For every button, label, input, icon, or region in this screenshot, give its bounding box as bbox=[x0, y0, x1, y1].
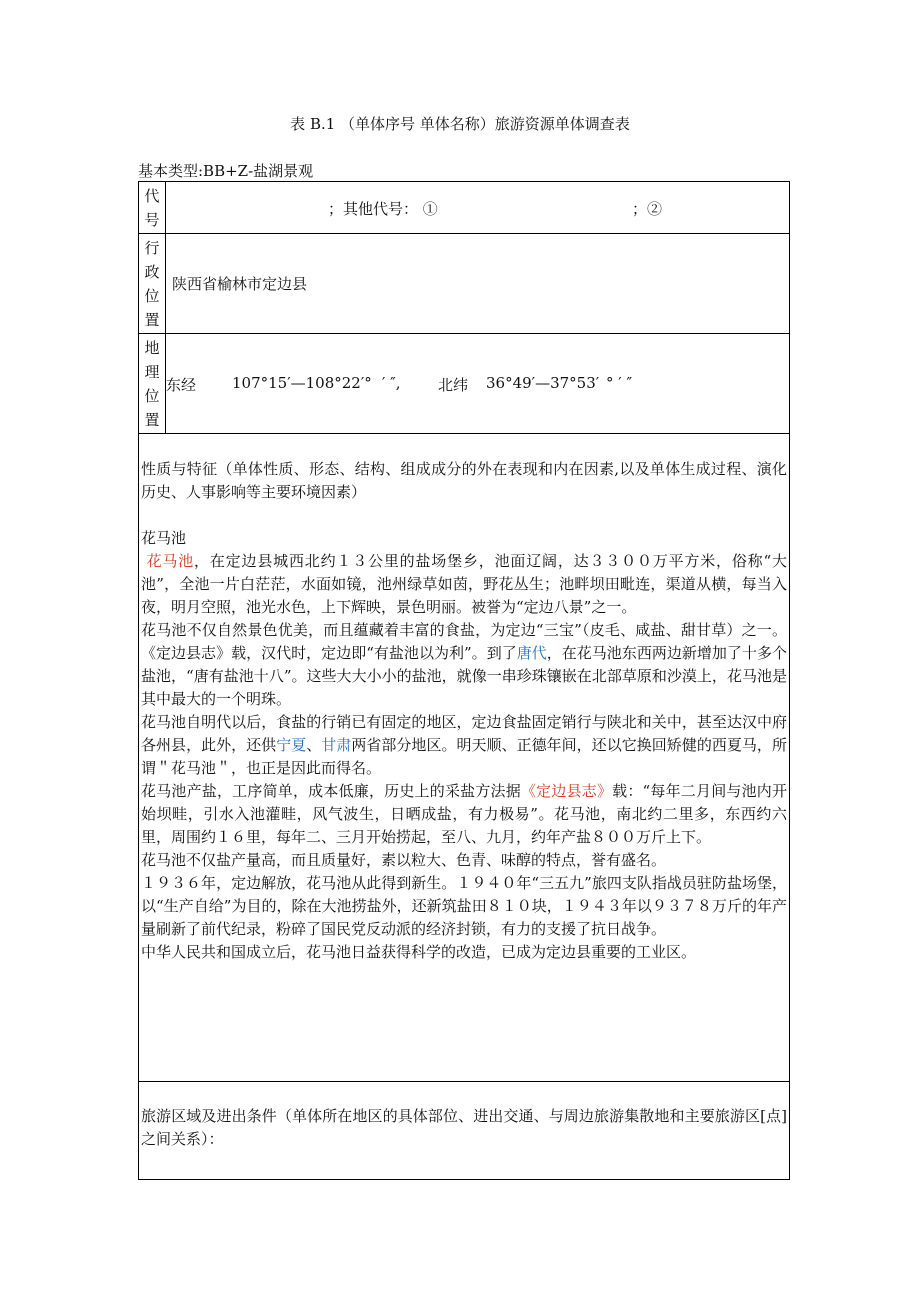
code-row bbox=[139, 182, 790, 234]
code-label: 代 号 bbox=[139, 182, 166, 234]
paragraph-6: １９３６年，定边解放，花马池从此得到新生。１９４０年“三五九”旅四支队指战员驻防盐场堡，以“生产自给”为目的，除在大池捞盐外，还新筑盐田８１０块，１９４３年以９３７８万斤的年产量刷新了前代纪录，粉碎了国民党反动派的经济封锁，有力的支援了抗日战争。 bbox=[141, 874, 787, 938]
link-tang-dynasty[interactable]: 唐代 bbox=[516, 644, 547, 662]
nature-row bbox=[139, 434, 790, 1082]
link-huamachi[interactable]: 花马池 bbox=[146, 552, 195, 570]
admin-value: 陕西省榆林市定边县 bbox=[166, 234, 790, 334]
paragraph-7: 中华人民共和国成立后，花马池日益获得科学的改造，已成为定边县重要的工业区。 bbox=[141, 943, 697, 961]
survey-table bbox=[138, 181, 790, 1180]
link-ningxia[interactable]: 宁夏 bbox=[276, 736, 307, 754]
geo-north-label: 北纬 bbox=[438, 376, 469, 394]
admin-row bbox=[139, 234, 790, 334]
other-code-2: ；② bbox=[632, 200, 663, 218]
nature-content bbox=[139, 434, 790, 1082]
region-content bbox=[139, 1082, 790, 1180]
other-code-1: ；其他代号： ① bbox=[328, 200, 438, 218]
document-title: 表 B.1 （单体序号 单体名称）旅游资源单体调查表 bbox=[290, 115, 630, 133]
link-gansu[interactable]: 甘肃 bbox=[321, 736, 352, 754]
paragraph-2: 花马池不仅自然景色优美，而且蕴藏着丰富的食盐，为定边“三宝”（皮毛、咸盐、甜甘草）之一。《定边县志》载，汉代时，定边即“有盐池以为利”。到了唐代，在花马池东西两边新增加了十多个盐池，“唐有盐池十八”。这些大大小小的盐池，就像一串珍珠镶嵌在北部草原和沙漠上，花马池是其中最大的一个明珠。 bbox=[141, 621, 787, 708]
link-dingbian-annals[interactable]: 《定边县志》 bbox=[520, 782, 613, 800]
geo-east-label: 东经 bbox=[166, 376, 197, 394]
region-row bbox=[139, 1082, 790, 1180]
paragraph-3: 花马池自明代以后，食盐的行销已有固定的地区，定边食盐固定销行与陕北和关中，甚至达汉中府各州县，此外，还供宁夏、甘肃两省部分地区。明天顺、正德年间，还以它换回矫健的西夏马，所谓＂花马池＂，也正是因此而得名。 bbox=[141, 713, 787, 777]
place-name: 花马池 bbox=[141, 529, 187, 547]
geo-east-value: 107°15′—108°22′° bbox=[232, 374, 372, 392]
geo-east-marks: ′ ″, bbox=[382, 374, 401, 392]
paragraph-4: 花马池产盐，工序简单，成本低廉，历史上的采盐方法据《定边县志》载：“每年二月间与池内开始坝畦，引水入池灌畦，风气波生，日晒成盐，有力极易”。花马池，南北约二里多，东西约六里，周围约１６里，每年二、三月开始捞起，至八、九月，约年产盐８００万斤上下。 bbox=[141, 782, 787, 846]
geo-north-marks: ° ′ ″ bbox=[606, 374, 633, 392]
paragraph-5: 花马池不仅盐产量高，而且质量好，素以粒大、色青、味醇的特点，誉有盛名。 bbox=[141, 851, 667, 869]
nature-heading: 性质与特征（单体性质、形态、结构、组成成分的外在表现和内在因素,以及单体生成过程、演化历史、人事影响等主要环境因素） bbox=[141, 460, 787, 501]
geo-value-cell bbox=[166, 334, 790, 434]
code-value-cell bbox=[166, 182, 790, 234]
geo-row bbox=[139, 334, 790, 434]
paragraph-1: 花马池，在定边县城西北约１３公里的盐场堡乡，池面辽阔，达３３００万平方米，俗称“大池”，全池一片白茫茫，水面如镜，池州绿草如茵，野花丛生；池畔坝田毗连，渠道从横，每当入夜，明月空照，池光水色，上下辉映，景色明丽。被誉为“定边八景”之一。 bbox=[141, 552, 787, 616]
admin-label: 行 政 位 置 bbox=[139, 234, 166, 334]
basic-type-label: 基本类型:BB+Z-盐湖景观 bbox=[138, 162, 314, 180]
region-heading: 旅游区域及进出条件（单体所在地区的具体部位、进出交通、与周边旅游集散地和主要旅游区[点]之间关系）： bbox=[141, 1107, 787, 1148]
geo-north-value: 36°49′—37°53′ bbox=[486, 374, 600, 392]
geo-label: 地 理 位 置 bbox=[139, 334, 166, 434]
